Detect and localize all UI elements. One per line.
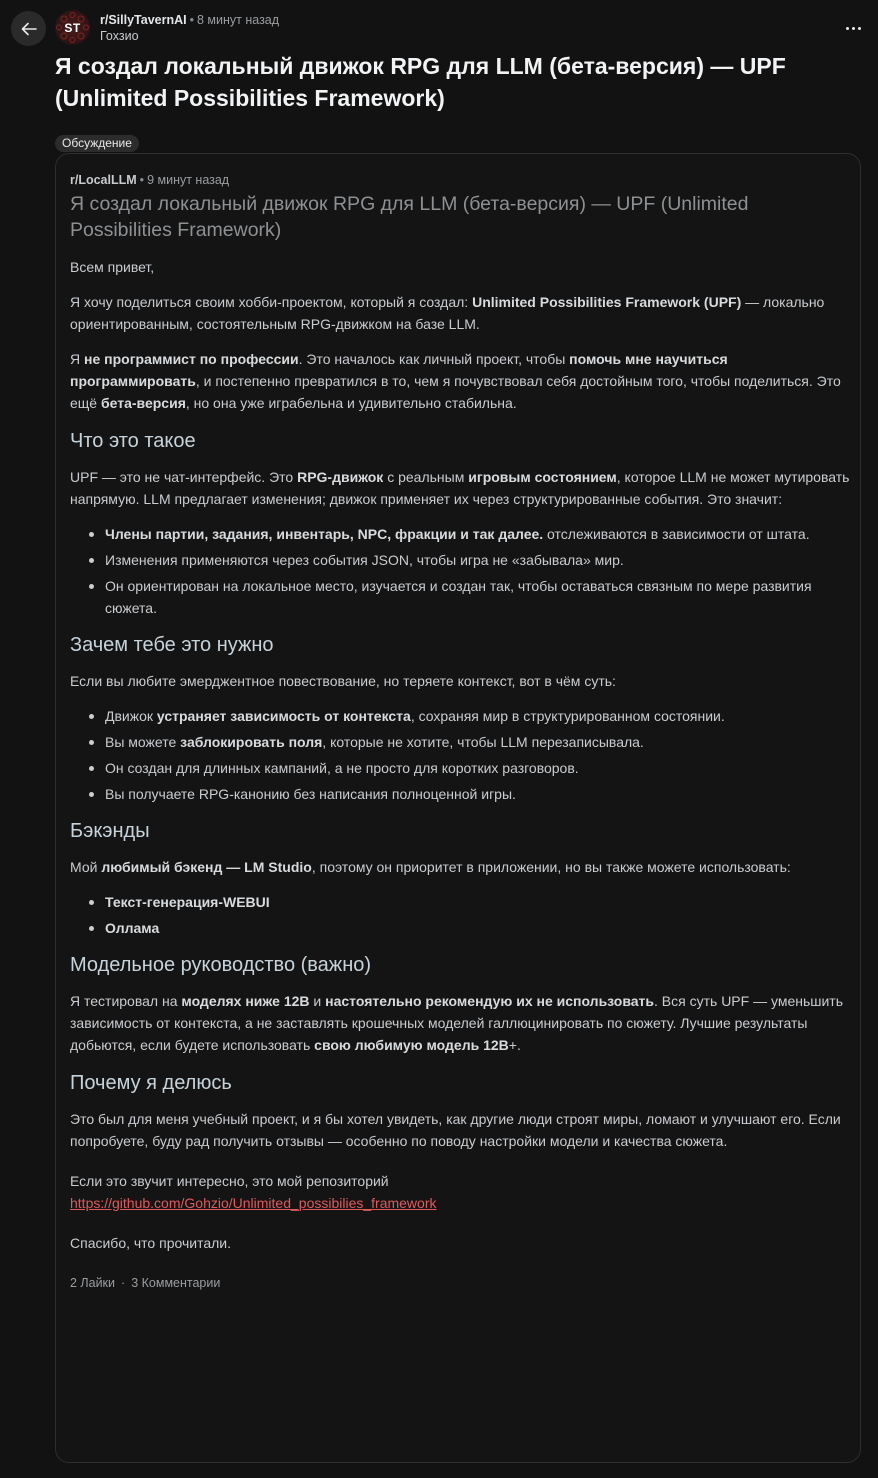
list-item: Текст-генерация-WEBUI <box>70 891 850 913</box>
more-dot-icon <box>858 27 861 30</box>
separator-dot: · <box>121 1276 126 1290</box>
post-stats <box>70 1272 850 1294</box>
heading-backends: Бэкэнды <box>70 820 150 842</box>
more-dot-icon <box>846 27 849 30</box>
heading-what: Что это такое <box>70 430 196 452</box>
list-item: Вы можете заблокировать поля, которые не хотите, чтобы LLM перезаписывала. <box>70 731 850 753</box>
post-title: Я создал локальный движок RPG для LLM (бета-версия) — UPF (Unlimited Possibilities Framework) <box>55 53 786 111</box>
crosspost-card[interactable] <box>55 153 861 1463</box>
separator-dot: • <box>139 173 145 187</box>
backends-paragraph: Мой любимый бэкенд — LM Studio, поэтому он приоритет в приложении, но вы также можете использовать: <box>70 859 791 875</box>
models-paragraph: Я тестировал на моделях ниже 12B и настоятельно рекомендую их не использовать. Вся суть UPF — уменьшить зависимость от контекста, а не заставлять крошечных моделей галлюцинировать по сюжету. Лучшие результаты добьются, если будете использовать свою любимую модель 12B+. <box>70 993 844 1053</box>
heading-why: Зачем тебе это нужно <box>70 634 274 656</box>
why-list <box>70 705 850 805</box>
more-dot-icon <box>852 27 855 30</box>
list-item: Члены партии, задания, инвентарь, NPC, фракции и так далее. отслеживаются в зависимости от штата. <box>70 523 850 545</box>
separator-dot: • <box>189 13 194 27</box>
why-paragraph: Если вы любите эмерджентное повествование, но теряете контекст, вот в чём суть: <box>70 673 616 689</box>
more-options-button[interactable] <box>841 20 865 36</box>
repo-paragraph: Если это звучит интересно, это мой репозиторий https://github.com/Gohzio/Unlimited_possibilies_framework <box>70 1173 437 1211</box>
crosspost-title[interactable]: Я создал локальный движок RPG для LLM (бета-версия) — UPF (Unlimited Possibilities Framework) <box>70 193 749 241</box>
arrow-left-icon <box>20 20 38 38</box>
heading-models: Модельное руководство (важно) <box>70 954 372 976</box>
list-item: Изменения применяются через события JSON, чтобы игра не «забывала» мир. <box>70 549 850 571</box>
avatar-text: ST <box>64 20 81 35</box>
backends-list <box>70 891 850 939</box>
post-time: 8 минут назад <box>197 13 280 27</box>
list-item: Вы получаете RPG-канонию без написания полноценной игры. <box>70 783 850 805</box>
flair-badge[interactable]: Обсуждение <box>55 135 139 152</box>
list-item: Оллама <box>70 917 850 939</box>
subreddit-link[interactable]: r/SillyTavernAI <box>100 13 187 27</box>
thanks-paragraph: Спасибо, что прочитали. <box>70 1235 231 1251</box>
heading-share: Почему я делюсь <box>70 1072 232 1094</box>
comments-count[interactable]: 3 Комментарии <box>131 1276 221 1290</box>
list-item: Движок устраняет зависимость от контекста, сохраняя мир в структурированном состоянии. <box>70 705 850 727</box>
what-list <box>70 523 850 619</box>
author-link[interactable]: Гохзио <box>100 29 139 43</box>
crosspost-subreddit[interactable]: r/LocalLLM <box>70 173 137 187</box>
crosspost-meta <box>70 173 229 187</box>
list-item: Он ориентирован на локальное место, изучается и создан так, чтобы оставаться связным по мере развития сюжета. <box>70 575 850 619</box>
likes-count[interactable]: 2 Лайки <box>70 1276 116 1290</box>
crosspost-time: 9 минут назад <box>147 173 230 187</box>
background-paragraph: Я не программист по профессии. Это началось как личный проект, чтобы помочь мне научиться программировать, и постепенно превратился в то, чем я почувствовал себя достойным того, чтобы поделиться. Это ещё бета-версия, но она уже играбельна и удивительно стабильна. <box>70 351 841 411</box>
post-body <box>70 256 850 1294</box>
list-item: Он создан для длинных кампаний, а не просто для коротких разговоров. <box>70 757 850 779</box>
share-paragraph: Это был для меня учебный проект, и я бы хотел увидеть, как другие люди строят миры, ломают и улучшают его. Если попробуете, буду рад получить отзывы — особенно по поводу настройки модели и качества сюжета. <box>70 1111 841 1149</box>
repo-link[interactable]: https://github.com/Gohzio/Unlimited_possibilies_framework <box>70 1195 437 1211</box>
greeting: Всем привет, <box>70 259 155 275</box>
back-button[interactable] <box>11 11 46 46</box>
post-header <box>0 0 878 56</box>
subreddit-avatar[interactable] <box>55 10 90 45</box>
what-paragraph: UPF — это не чат-интерфейс. Это RPG-движок с реальным игровым состоянием, которое LLM не может мутировать напрямую. LLM предлагает изменения; движок применяет их через структурированные события. Это значит: <box>70 469 850 507</box>
intro-paragraph: Я хочу поделиться своим хобби-проектом, который я создал: Unlimited Possibilities Framework (UPF) — локально ориентированным, состоятельным RPG-движком на базе LLM. <box>70 294 825 332</box>
post-meta <box>100 12 279 28</box>
